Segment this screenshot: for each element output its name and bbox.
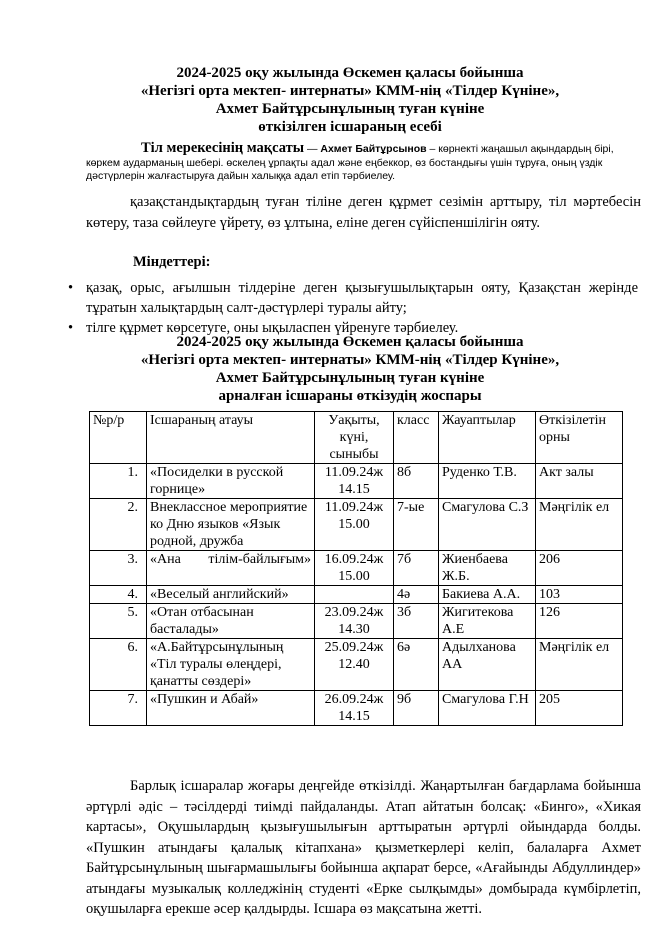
cell-name: «Веселый английский» <box>147 586 315 604</box>
cell-place: 205 <box>536 691 623 726</box>
cell-place: 206 <box>536 551 623 586</box>
goal-paragraph: қазақстандықтардың туған тіліне деген құрмет сезімін арттыру, тіл мәртебесін көтеру, таза сөйлеуге үйрету, өз ұлтына, еліне деген сүйіспеншілігін ояту. <box>86 194 641 231</box>
cell-class: 8б <box>394 464 439 499</box>
cell-num: 1. <box>90 464 147 499</box>
cell-class: 7б <box>394 551 439 586</box>
purpose-author: Ахмет Байтұрсынов <box>320 143 427 155</box>
cell-name: Внеклассное мероприятие ко Дню языков «Язык родной, дружба <box>147 499 315 551</box>
cell-num: 3. <box>90 551 147 586</box>
report-title <box>60 64 640 136</box>
plan-table <box>89 411 623 726</box>
list-item <box>68 278 638 318</box>
cell-num: 5. <box>90 604 147 639</box>
cell-place: 126 <box>536 604 623 639</box>
table-row <box>90 691 623 726</box>
cell-date <box>315 586 394 604</box>
table-row <box>90 604 623 639</box>
table-row <box>90 586 623 604</box>
cell-name: «Посиделки в русской горнице» <box>147 464 315 499</box>
bullet-icon: • <box>68 320 74 336</box>
report-title-line: Ахмет Байтұрсынұлының туған күніне <box>215 101 485 117</box>
header-class: класс <box>394 412 439 464</box>
cell-class: 7-ые <box>394 499 439 551</box>
header-name: Ісшараның атауы <box>147 412 315 464</box>
cell-class: 9б <box>394 691 439 726</box>
cell-name: «Пушкин и Абай» <box>147 691 315 726</box>
plan-title-line: «Негізгі орта мектеп- интернаты» КММ-нің «Тілдер Күніне», <box>140 352 560 368</box>
cell-responsible: Смагулова Г.Н <box>439 691 536 726</box>
cell-num: 7. <box>90 691 147 726</box>
cell-place: Мәңгілік ел <box>536 639 623 691</box>
cell-num: 6. <box>90 639 147 691</box>
purpose-dash: — <box>306 143 318 155</box>
purpose-text: – көрнекті жаңашыл ақындардың бірі, көркем аударманың шебері. өскелең ұрпақты адал және еңбеккор, өз бостандығы үшін тұруға, оның үздік дәстүрлерін жалғастыруға дайын халыққа адал етіп тәрбиелеу. <box>86 143 614 182</box>
table-header-row <box>90 412 623 464</box>
cell-name: «Ана тілім-байлығым» <box>147 551 315 586</box>
header-num: №р/р <box>90 412 147 464</box>
report-title-line: өткізілген ісшараның есебі <box>258 119 442 135</box>
plan-title <box>60 333 640 405</box>
task-text: қазақ, орыс, ағылшын тілдеріне деген қызығушылықтарын ояту, Қазақстан жерінде тұратын халықтардың салт-дәстүрлері туралы айту; <box>86 280 638 316</box>
cell-responsible: Бакиева А.А. <box>439 586 536 604</box>
table-row <box>90 639 623 691</box>
table-row <box>90 551 623 586</box>
plan-title-line: Ахмет Байтұрсынұлының туған күніне <box>215 370 485 386</box>
bullet-icon: • <box>68 280 74 296</box>
tasks-list <box>68 278 638 338</box>
cell-responsible: Жигитекова А.Е <box>439 604 536 639</box>
table-row <box>90 499 623 551</box>
cell-date: 16.09.24ж 15.00 <box>315 551 394 586</box>
cell-name: «Отан отбасынан басталады» <box>147 604 315 639</box>
cell-class: 4ә <box>394 586 439 604</box>
cell-date: 11.09.24ж 14.15 <box>315 464 394 499</box>
conclusion-paragraph: Барлық ісшаралар жоғары деңгейде өткізілді. Жаңартылған бағдарлама бойынша әртүрлі әдіс – тәсілдерді тиімді пайдаланды. Атап айтатын болсақ: «Бинго», «Хикая картасы», Оқушылардың қызығушылығын арттыратын әртүрлі ойындарда болды. «Пушкин атындағы қалалық кітапхана» қызметкерлері келіп, балаларға Ахмет Байтұрсынұлының шығармашылығы бойынша ақпарат берсе, «Ағайынды Абдуллиндер» атындағы музыкалық колледжінің студенті «Ерке сылқымды» домбырада күмбірлетіп, оқушыларға ерекше әсер қалдырды. Ісшара өз мақсатына жетті. <box>86 778 641 917</box>
cell-num: 4. <box>90 586 147 604</box>
purpose-paragraph <box>86 142 646 184</box>
table-row <box>90 464 623 499</box>
cell-responsible: Адылханова АА <box>439 639 536 691</box>
task-text: тілге құрмет көрсетуге, оны ықыласпен үйренуге тәрбиелеу. <box>86 320 459 336</box>
cell-place: 103 <box>536 586 623 604</box>
plan-title-line: арналған ісшараны өткізудің жоспары <box>218 388 482 404</box>
cell-date: 26.09.24ж 14.15 <box>315 691 394 726</box>
cell-responsible: Руденко Т.В. <box>439 464 536 499</box>
report-title-line: 2024-2025 оқу жылында Өскемен қаласы бойынша <box>176 65 524 81</box>
header-date: Уақыты, күні, сыныбы <box>315 412 394 464</box>
cell-date: 23.09.24ж 14.30 <box>315 604 394 639</box>
cell-date: 11.09.24ж 15.00 <box>315 499 394 551</box>
cell-responsible: Жиенбаева Ж.Б. <box>439 551 536 586</box>
cell-date: 25.09.24ж 12.40 <box>315 639 394 691</box>
tasks-heading: Міндеттері: <box>133 254 211 270</box>
cell-place: Мәңгілік ел <box>536 499 623 551</box>
header-responsible: Жауаптылар <box>439 412 536 464</box>
report-title-line: «Негізгі орта мектеп- интернаты» КММ-нің «Тілдер Күніне», <box>140 83 560 99</box>
header-place: Өткізілетін орны <box>536 412 623 464</box>
purpose-lead: Тіл мерекесінің мақсаты <box>141 140 305 156</box>
cell-num: 2. <box>90 499 147 551</box>
cell-class: 6ә <box>394 639 439 691</box>
plan-title-line: 2024-2025 оқу жылында Өскемен қаласы бойынша <box>176 334 524 350</box>
cell-name: «А.Байтұрсынұлының «Тіл туралы өлеңдері, қанатты сөздері» <box>147 639 315 691</box>
cell-responsible: Смагулова С.З <box>439 499 536 551</box>
cell-class: 3б <box>394 604 439 639</box>
cell-place: Акт залы <box>536 464 623 499</box>
